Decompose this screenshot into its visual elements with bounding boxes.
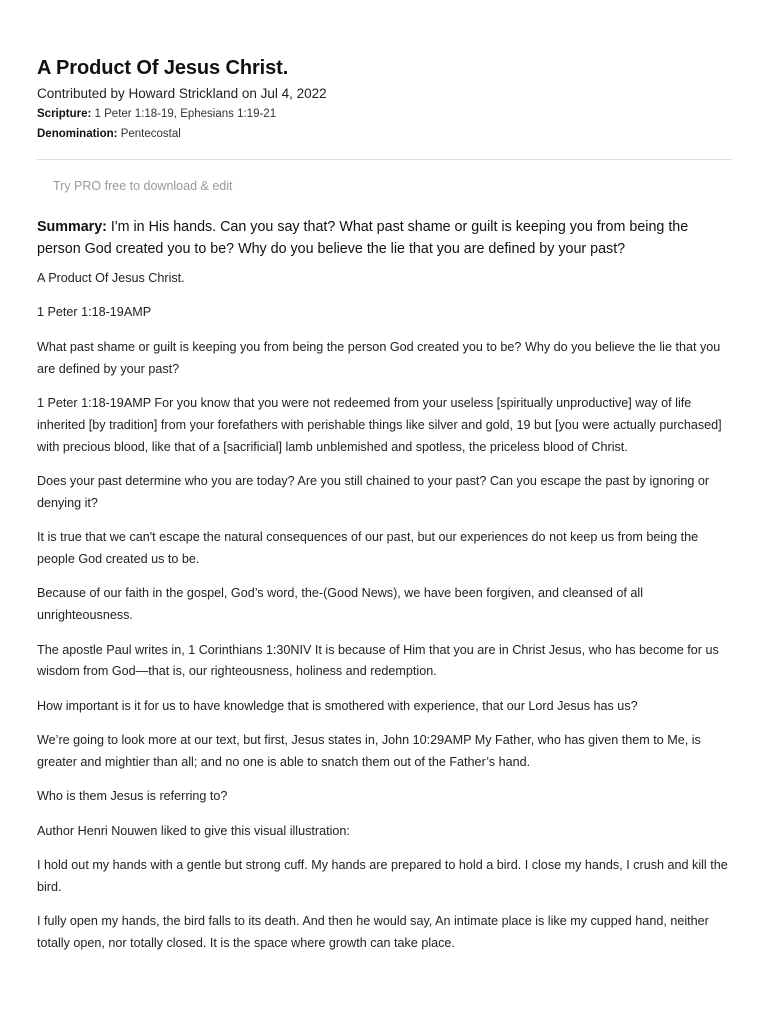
scripture-value: 1 Peter 1:18-19, Ephesians 1:19-21 — [94, 108, 277, 120]
paragraph: We’re going to look more at our text, but first, Jesus states in, John 10:29AMP My Father, who has given them to Me, is greater and mightier than all; and no one is able to snatch them out of the Father’s hand. — [37, 733, 701, 769]
sermon-body — [37, 268, 734, 967]
sermon-title: A Product Of Jesus Christ. — [37, 57, 289, 79]
paragraph: I hold out my hands with a gentle but strong cuff. My hands are prepared to hold a bird. I close my hands, I crush and kill the bird. — [37, 858, 728, 894]
denomination-line — [37, 128, 181, 140]
paragraph: It is true that we can't escape the natural consequences of our past, but our experiences do not keep us from being the people God created us to be. — [37, 530, 699, 566]
paragraph: Does your past determine who you are today? Are you still chained to your past? Can you escape the past by ignoring or denying it? — [37, 473, 710, 510]
paragraph: How important is it for us to have knowledge that is smothered with experience, that our Lord Jesus has us? — [37, 698, 638, 713]
paragraph: The apostle Paul writes in, 1 Corinthians 1:30NIV It is because of Him that you are in Christ Jesus, who has become for us wisdom from God—that is, our righteousness, holiness and redemption. — [37, 642, 719, 679]
paragraph: 1 Peter 1:18-19AMP For you know that you were not redeemed from your useless [spiritually unproductive] way of life inherited [by tradition] from your forefathers with perishable things like silver and gold, 19 but [you were actually purchased] with precious blood, like that of a [sacrificial] lamb unblemished and spotless, the priceless blood of Christ. — [37, 395, 722, 454]
header-divider — [37, 159, 732, 160]
paragraph: Who is them Jesus is referring to? — [37, 789, 228, 804]
paragraph: Because of our faith in the gospel, God’s word, the-(Good News), we have been forgiven, and cleansed of all unrighteousness. — [37, 586, 644, 623]
contributor-line: Contributed by Howard Strickland on Jul 4, 2022 — [37, 86, 327, 101]
paragraph: A Product Of Jesus Christ. — [37, 271, 185, 285]
paragraph: Author Henri Nouwen liked to give this visual illustration: — [37, 823, 350, 838]
paragraph: What past shame or guilt is keeping you from being the person God created you to be? Why do you believe the lie that you are defined by your past? — [37, 339, 721, 376]
scripture-label: Scripture: — [37, 108, 92, 120]
summary-label: Summary: — [37, 219, 107, 235]
denomination-label: Denomination: — [37, 128, 118, 140]
summary-text: I'm in His hands. Can you say that? What past shame or guilt is keeping you from being the person God created you to be? Why do you believe the lie that you are defined by your past? — [37, 219, 689, 257]
paragraph: 1 Peter 1:18-19AMP — [37, 305, 152, 320]
denomination-value: Pentecostal — [120, 128, 181, 140]
scripture-line — [37, 108, 276, 120]
summary — [37, 217, 732, 260]
try-pro-link[interactable]: Try PRO free to download & edit — [53, 179, 233, 193]
paragraph: I fully open my hands, the bird falls to its death. And then he would say, An intimate place is like my cupped hand, neither totally open, nor totally closed. It is the space where growth can take place. — [37, 914, 709, 951]
